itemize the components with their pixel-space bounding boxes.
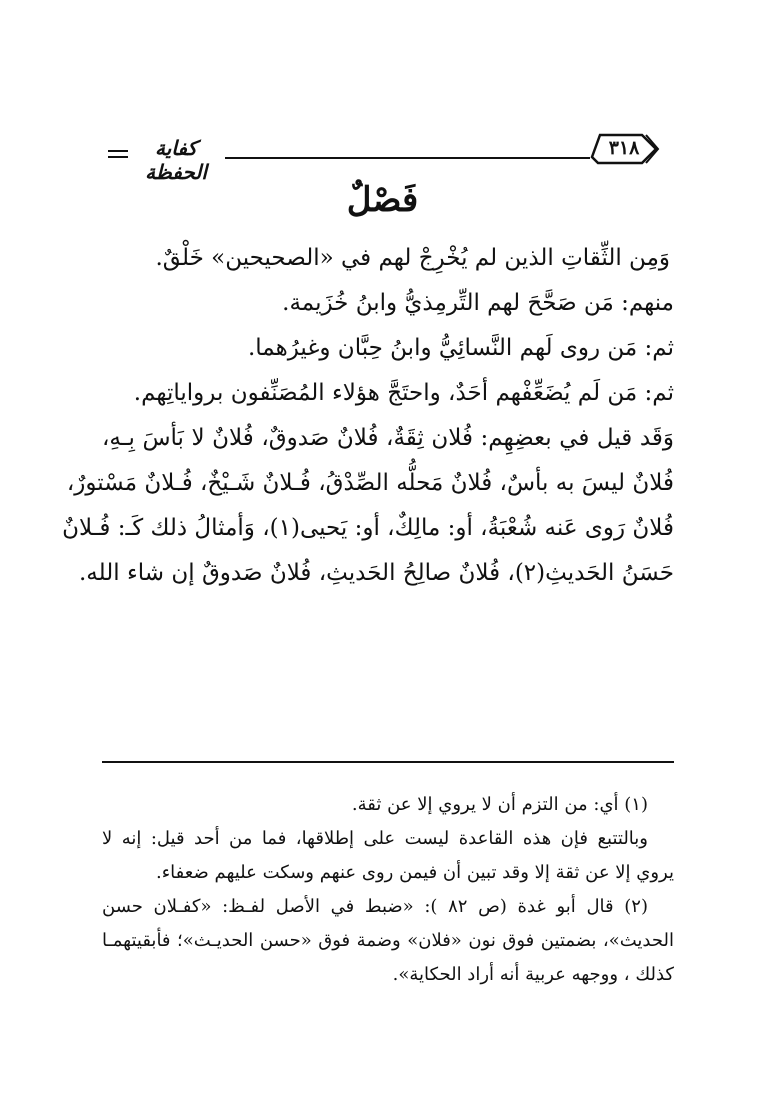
running-header (100, 128, 660, 184)
header-dash (108, 150, 128, 152)
body-line: فُلانٌ رَوى عَنه شُعْبَةُ، أو: مالِكٌ، أو: يَحيى(١)، وَأمثالُ ذلك كَـ: فُـلانٌ (62, 515, 674, 541)
body-line: ثم: مَن لَم يُضَعِّفْهم أحَدٌ، واحتَجَّ هؤلاء المُصَنِّفون برواياتِهم. (133, 380, 674, 406)
book-title: كفاية الحفظة (145, 136, 207, 184)
body-line: وَمِن الثِّقاتِ الذين لم يُخْرِجْ لهم في «الصحيحين» خَلْقٌ. (155, 245, 670, 271)
page-number-badge (590, 131, 660, 167)
body-line: ثم: مَن روى لَهم النَّسائِيُّ وابنُ حِبَّان وغيرُهما. (247, 335, 674, 361)
section-heading: فَصْلٌ (346, 180, 419, 220)
main-text (62, 236, 674, 596)
footnotes (102, 788, 674, 992)
footnote-line: (٢) قال أبو غدة (ص ٨٢ ): «ضبط في الأصل لفـظ: «كفـلان حسن (102, 896, 648, 917)
footnote-separator (102, 761, 674, 763)
footnote-line: الحديث»، بضمتين فوق نون «فلان» وضمة فوق «حسن الحديـث»؛ فأبقيتهمـا (102, 930, 674, 951)
header-dash (108, 156, 128, 158)
footnote-line: وبالتتبع فإن هذه القاعدة ليست على إطلاقها، فما من أحد قيل: إنه لا (102, 828, 648, 849)
footnote-line: يروي إلا عن ثقة إلا وقد تبين أن فيمن روى عنهم وسكت عليهم ضعفاء. (156, 862, 674, 883)
body-line: وَقَد قيل في بعضِهِم: فُلان ثِقَةٌ، فُلانٌ صَدوقٌ، فُلانٌ لا بَأسَ بِـهِ، (102, 425, 674, 451)
page-number: ٣١٨ (608, 137, 640, 159)
body-line: فُلانٌ ليسَ به بأسٌ، فُلانٌ مَحلُّه الصِّدْقُ، فُـلانٌ شَـيْخٌ، فُـلانٌ مَسْتورٌ، (66, 470, 674, 496)
body-line: منهم: مَن صَحَّحَ لهم التِّرمِذيُّ وابنُ خُزَيمة. (282, 290, 674, 316)
header-rule (225, 157, 590, 159)
body-line: حَسَنُ الحَديثِ(٢)، فُلانٌ صالِحُ الحَديثِ، فُلانٌ صَدوقٌ إن شاء الله. (78, 560, 674, 586)
footnote-line: كذلك ، ووجهه عربية أنه أراد الحكاية». (392, 964, 674, 985)
footnote-line: (١) أي: من التزم أن لا يروي إلا عن ثقة. (351, 794, 648, 815)
